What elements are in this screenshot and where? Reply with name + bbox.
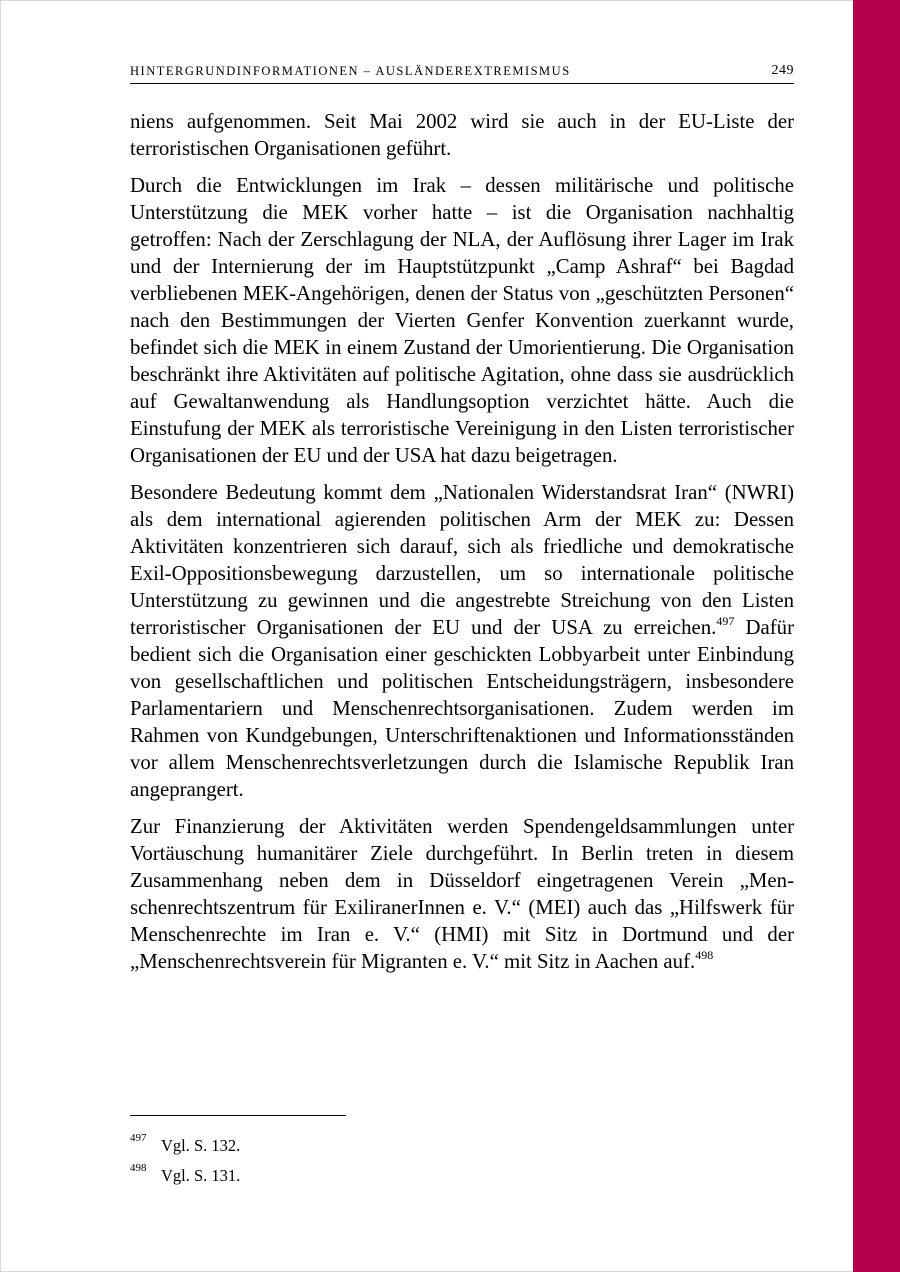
paragraph-3	[130, 479, 794, 803]
footnotes	[130, 1132, 794, 1192]
footnote-text: Vgl. S. 132.	[161, 1136, 241, 1155]
body-text	[130, 108, 794, 985]
running-title: HINTERGRUNDINFORMATIONEN – AUSLÄNDEREXTREMISMUS	[130, 64, 571, 78]
footnote-separator	[130, 1115, 346, 1116]
footnote-number: 497	[130, 1132, 147, 1144]
footnote-text: Vgl. S. 131.	[161, 1166, 241, 1185]
chapter-color-tab	[853, 0, 900, 1272]
paragraph-3-text-b: Dafür bedient sich die Organisation einer geschickten Lobbyarbeit unter Einbindung von gesellschaftlichen und politischen Entscheidungsträgern, insbesondere Parlamentariern und Menschenrechtsorganisationen. Zudem werden im Rahmen von Kundgebungen, Unterschriftenaktionen und Informationsständen vor allem Menschenrechtsverletzungen durch die Islamische Republik Iran angeprangert.	[130, 616, 794, 801]
footnote-number: 498	[130, 1162, 147, 1174]
paragraph-4-text: Zur Finanzierung der Aktivitäten werden Spendengeldsammlungen unter Vortäuschung humanitärer Ziele durchgeführt. In Berlin treten in diesem Zusammenhang neben dem in Düsseldorf eingetragenen Verein „Menschenrechtszentrum für ExiliranerInnen e. V.“ (MEI) auch das „Hilfswerk für Menschenrechte im Iran e. V.“ (HMI) mit Sitz in Dortmund und der „Menschenrechtsverein für Migranten e. V.“ mit Sitz in Aachen auf.	[130, 815, 794, 973]
footnote-ref-498[interactable]: 498	[695, 948, 714, 962]
footnote-497	[130, 1132, 794, 1162]
paragraph-3-text-a: Besondere Bedeutung kommt dem „Nationalen Widerstandsrat Iran“ (NWRI) als dem international agierenden politischen Arm der MEK zu: Dessen Aktivitäten konzentrieren sich darauf, sich als friedliche und demokratische Exil-Oppositionsbewegung darzustellen, um so internationale politische Unterstützung zu gewinnen und die angestrebte Streichung von den Listen terroristischer Organisationen der EU und der USA zu erreichen.	[130, 481, 794, 639]
footnote-498	[130, 1162, 794, 1192]
running-header	[130, 63, 794, 84]
footnote-ref-497[interactable]: 497	[716, 614, 735, 628]
page-number: 249	[771, 63, 794, 78]
paragraph-2: Durch die Entwicklungen im Irak – dessen militärische und politische Unterstützung die MEK vorher hatte – ist die Organisation nachhaltig getroffen: Nach der Zerschlagung der NLA, der Auflösung ihrer Lager im Irak und der Internierung der im Hauptstützpunkt „Camp Ashraf“ bei Bagdad verbliebenen MEK-Angehörigen, denen der Status von „geschützten Personen“ nach den Bestimmungen der Vierten Genfer Konvention zuerkannt wurde, befindet sich die MEK in einem Zustand der Umorientierung. Die Organisation beschränkt ihre Aktivitäten auf politische Agitation, ohne dass sie ausdrücklich auf Gewaltanwendung als Handlungsoption verzichtet hätte. Auch die Einstufung der MEK als terroristische Vereinigung in den Listen terroristischer Organisationen der EU und der USA hat dazu beigetragen.	[130, 174, 794, 467]
paragraph-1: niens aufgenommen. Seit Mai 2002 wird sie auch in der EU-Liste der terroristischen Organisationen geführt.	[130, 110, 794, 160]
paragraph-4	[130, 813, 794, 975]
